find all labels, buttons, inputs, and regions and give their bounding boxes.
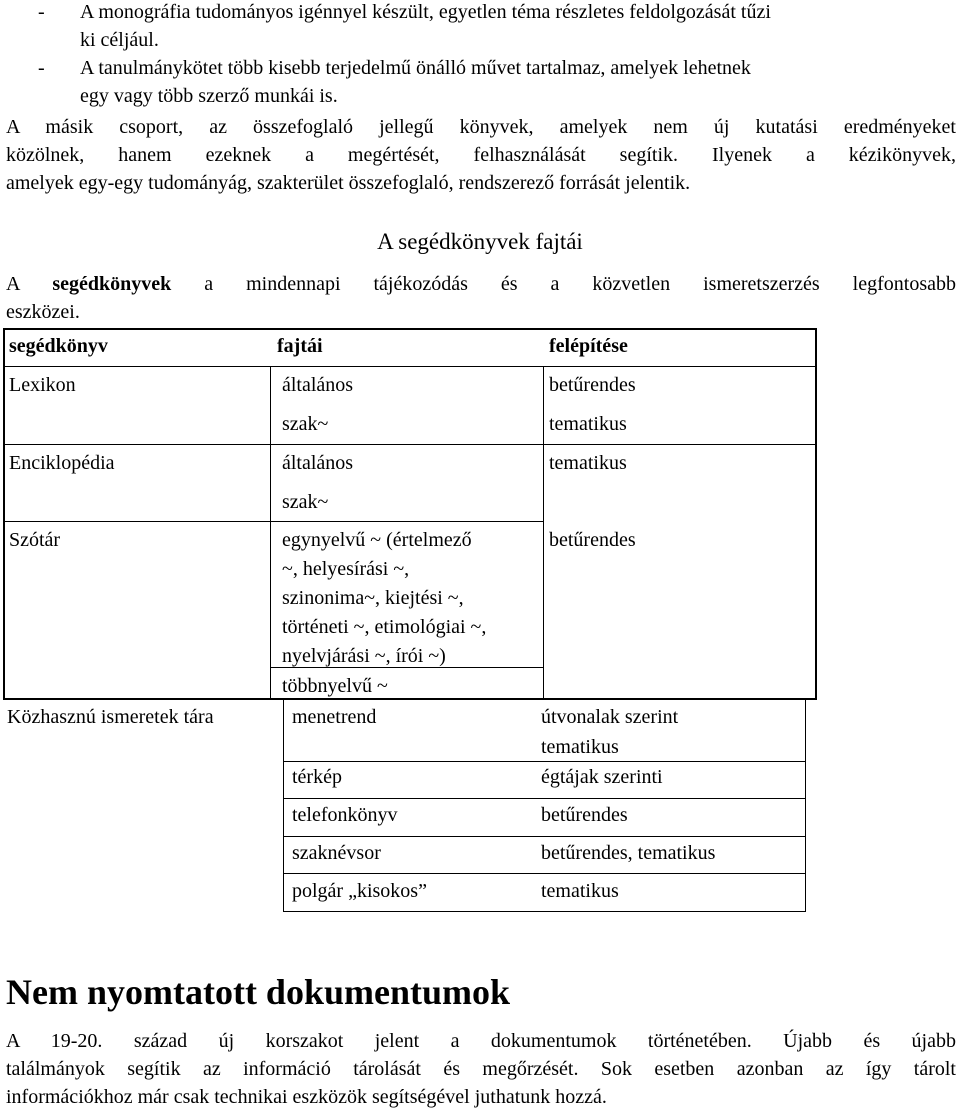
table-header-fajtai: fajtái	[277, 335, 323, 357]
table-column-divider-2	[543, 366, 544, 699]
row-lexikon-structure-2: tematikus	[549, 413, 627, 435]
lead-rest: a mindennapi tájékozódás és a közvetlen ismeretszerzés legfontosabb	[171, 273, 956, 295]
table-bottom-border	[3, 698, 817, 700]
lead-prefix: A	[6, 273, 53, 295]
table-header-divider	[3, 366, 817, 367]
lead-bold-term: segédkönyvek	[52, 273, 172, 295]
row-szotar-structure: betűrendes	[549, 529, 636, 551]
kozhasznu-divider-4	[283, 873, 806, 874]
table-top-border	[3, 328, 817, 330]
row-enciklopedia-type-1: általános	[282, 452, 354, 474]
row-szotar-multi: többnyelvű ~	[282, 675, 388, 697]
nondoc-heading: Nem nyomtatott dokumentumok	[6, 972, 510, 1012]
kozhasznu-type-polgar-kisokos: polgár „kisokos”	[292, 880, 427, 902]
table-header-felepitese: felépítése	[549, 335, 628, 357]
row-lexikon-name: Lexikon	[9, 374, 76, 396]
row-szotar-type-line-3: szinonima~, kiejtési ~,	[282, 587, 464, 609]
bullet-dash-2: -	[38, 57, 45, 79]
table-left-border	[3, 328, 5, 700]
lead-paragraph-line-1	[6, 270, 956, 298]
intro-paragraph-line-3: amelyek egy-egy tudományág, szakterület összefoglaló, rendszerező forrását jelentik.	[6, 172, 691, 194]
intro-paragraph-line-2: közölnek, hanem ezeknek a megértését, felhasználását segítik. Ilyenek a kézikönyvek,	[6, 144, 956, 166]
row-enciklopedia-structure: tematikus	[549, 452, 627, 474]
kozhasznu-type-telefonkonyv: telefonkönyv	[292, 804, 398, 826]
kozhasznu-bottom-border	[283, 911, 806, 912]
kozhasznu-structure-szaknevsor: betűrendes, tematikus	[541, 842, 716, 864]
table-header-segedkonyv: segédkönyv	[9, 335, 108, 357]
bullet-2-line-1: A tanulmánykötet több kisebb terjedelmű önálló művet tartalmaz, amelyek lehetnek	[80, 57, 751, 79]
kozhasznu-structure-polgar-kisokos: tematikus	[541, 880, 619, 902]
row-enciklopedia-name: Enciklopédia	[9, 452, 115, 474]
row-enciklopedia-type-2: szak~	[282, 491, 329, 513]
row-lexikon-structure-1: betűrendes	[549, 374, 636, 396]
kozhasznu-structure-menetrend-2: tematikus	[541, 736, 619, 758]
bullet-2-line-2: egy vagy több szerző munkái is.	[80, 85, 338, 107]
nondoc-paragraph-line-2: találmányok segítik az információ tárolását és megőrzését. Sok esetben azonban az így tárolt	[6, 1058, 956, 1080]
row-szotar-type-line-1: egynyelvű ~ (értelmező	[282, 529, 472, 551]
kozhasznu-structure-menetrend-1: útvonalak szerint	[541, 706, 679, 728]
intro-paragraph-line-1: A másik csoport, az összefoglaló jellegű könyvek, amelyek nem új kutatási eredményeket	[6, 116, 956, 138]
kozhasznu-divider-2	[283, 798, 806, 799]
lead-paragraph-line-2: eszközei.	[6, 301, 80, 323]
table-row-divider-enciklopedia	[3, 521, 544, 522]
section-title: A segédkönyvek fajtái	[377, 229, 583, 254]
kozhasznu-structure-telefonkonyv: betűrendes	[541, 804, 628, 826]
kozhasznu-type-terkep: térkép	[292, 766, 342, 788]
row-lexikon-type-1: általános	[282, 374, 354, 396]
table-column-divider-1	[270, 366, 271, 699]
kozhasznu-structure-terkep: égtájak szerinti	[541, 766, 663, 788]
bullet-1-line-2: ki céljául.	[80, 29, 159, 51]
bullet-1-line-1: A monográfia tudományos igénnyel készült, egyetlen téma részletes feldolgozását tűzi	[80, 1, 771, 23]
nondoc-paragraph-line-3: információkhoz már csak technikai eszközök segítségével juthatunk hozzá.	[6, 1086, 607, 1108]
row-lexikon-type-2: szak~	[282, 413, 329, 435]
kozhasznu-left-border	[283, 700, 284, 912]
kozhasznu-right-border	[805, 700, 806, 912]
table-row-divider-lexikon	[3, 444, 817, 445]
nondoc-paragraph-line-1: A 19-20. század új korszakot jelent a dokumentumok történetében. Újabb és újabb	[6, 1030, 956, 1052]
row-szotar-type-line-2: ~, helyesírási ~,	[282, 558, 410, 580]
bullet-dash-1: -	[38, 1, 45, 23]
kozhasznu-divider-3	[283, 836, 806, 837]
row-szotar-name: Szótár	[9, 529, 61, 551]
kozhasznu-type-menetrend: menetrend	[292, 706, 377, 728]
kozhasznu-divider-1	[283, 761, 806, 762]
row-szotar-type-line-4: történeti ~, etimológiai ~,	[282, 616, 487, 638]
row-kozhasznu-name: Közhasznú ismeretek tára	[7, 706, 214, 728]
kozhasznu-type-szaknevsor: szaknévsor	[292, 842, 381, 864]
table-right-border	[815, 328, 817, 700]
row-szotar-type-line-5: nyelvjárási ~, írói ~)	[282, 645, 446, 667]
